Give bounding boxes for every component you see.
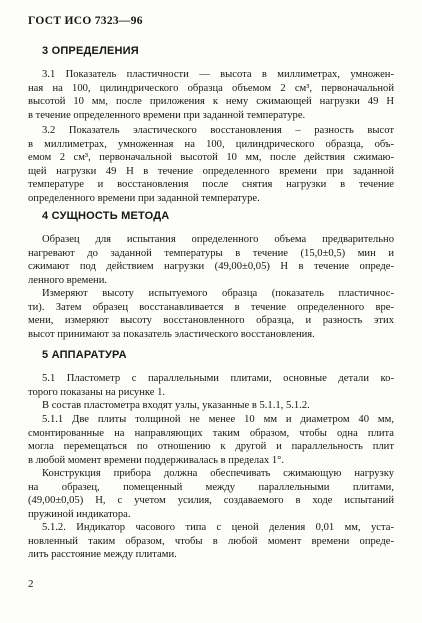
section-title-method: 4 СУЩНОСТЬ МЕТОДА [42, 210, 170, 222]
text-line: Конструкция прибора должна обеспечивать сжимающую нагрузку [42, 468, 394, 479]
text-line: новленный таким образом, чтобы в любой момент времени опреде- [28, 535, 394, 547]
text-line: торого показаны на рисунке 1. [28, 386, 166, 398]
text-line: пружиной индикатора. [28, 508, 131, 520]
page-number: 2 [28, 578, 34, 590]
text-line: емом 2 см³, первоначальной высотой 10 мм, после действия сжимаю- [28, 152, 394, 164]
text-line: могла перемещаться по отношению к другой и параллельность плит [28, 441, 394, 453]
text-line: высот принимают за показатель эластического восстановления. [28, 328, 315, 340]
text-line: сжимают под действием нагрузки (49,00±0,05) Н в течение опреде- [28, 261, 394, 273]
text-line: ти). Затем образец восстанавливается в течение определенного вре- [28, 301, 394, 313]
text-line: температуре и восстановления после снятия нагрузки в течение [28, 179, 394, 191]
text-line: Образец для испытания определенного объема предварительно [42, 234, 394, 245]
text-line: определенного времени при заданной температуре. [28, 192, 260, 204]
text-line: 5.1 Пластометр с параллельными плитами, основные детали ко- [42, 373, 394, 384]
text-line: в любой момент времени поддерживалась в пределах 1°. [28, 454, 285, 466]
text-line: смонтированные на направляющих таким образом, чтобы одна плита [28, 427, 394, 439]
text-line: нагревают до заданной температуры в течение (15,0±0,5) мин и [28, 247, 394, 259]
text-line: ленного времени. [28, 274, 108, 286]
paragraph-5-1-1 [28, 413, 394, 467]
paragraph-3-2 [28, 124, 394, 206]
paragraph-5-1-2 [28, 521, 394, 562]
paragraph-4-2 [28, 287, 394, 341]
section-title-apparatus: 5 АППАРАТУРА [42, 349, 127, 361]
text-line: щей нагрузки 49 Н в течение определенного времени при заданной [28, 165, 394, 177]
text-line: 3.2 Показатель эластического восстановления – разность высот [42, 125, 394, 136]
paragraph-4-1 [28, 233, 394, 287]
text-line: 5.1.1 Две плиты толщиной не менее 10 мм и диаметром 40 мм, [42, 414, 394, 425]
paragraph-5-1-components [28, 399, 394, 413]
text-line: на образец, помещенный между параллельными плитами, [28, 481, 394, 493]
text-line: мени, измеряют высоту восстановленного образца, и разность этих [28, 315, 394, 327]
text-line: (49,00±0,05) Н, с учетом усилия, создаваемого в ходе испытаний [28, 495, 394, 507]
text-line: Измеряют высоту испытуемого образца (показатель пластичнос- [42, 288, 394, 299]
text-line: В состав пластометра входят узлы, указанные в 5.1.1, 5.1.2. [42, 400, 310, 411]
document-header: ГОСТ ИСО 7323—96 [28, 15, 143, 27]
paragraph-5-1 [28, 372, 394, 399]
text-line: в миллиметрах, умноженная на 100, цилиндрического образца, объ- [28, 138, 394, 150]
text-line: 3.1 Показатель пластичности — высота в миллиметрах, умножен- [42, 69, 394, 80]
text-line: в течение определенного времени при заданной температуре. [28, 109, 306, 121]
section-title-definitions: 3 ОПРЕДЕЛЕНИЯ [42, 45, 139, 57]
paragraph-3-1 [28, 68, 394, 122]
text-line: высотой 10 мм, после приложения к нему сжимающей нагрузки 49 Н [28, 96, 394, 108]
text-line: 5.1.2. Индикатор часового типа с ценой деления 0,01 мм, уста- [42, 522, 394, 533]
text-line: ная на 100, цилиндрического образца объемом 2 см³, первоначальной [28, 82, 394, 94]
paragraph-5-1-1-construction [28, 467, 394, 521]
text-line: лить расстояние между плитами. [28, 549, 177, 561]
